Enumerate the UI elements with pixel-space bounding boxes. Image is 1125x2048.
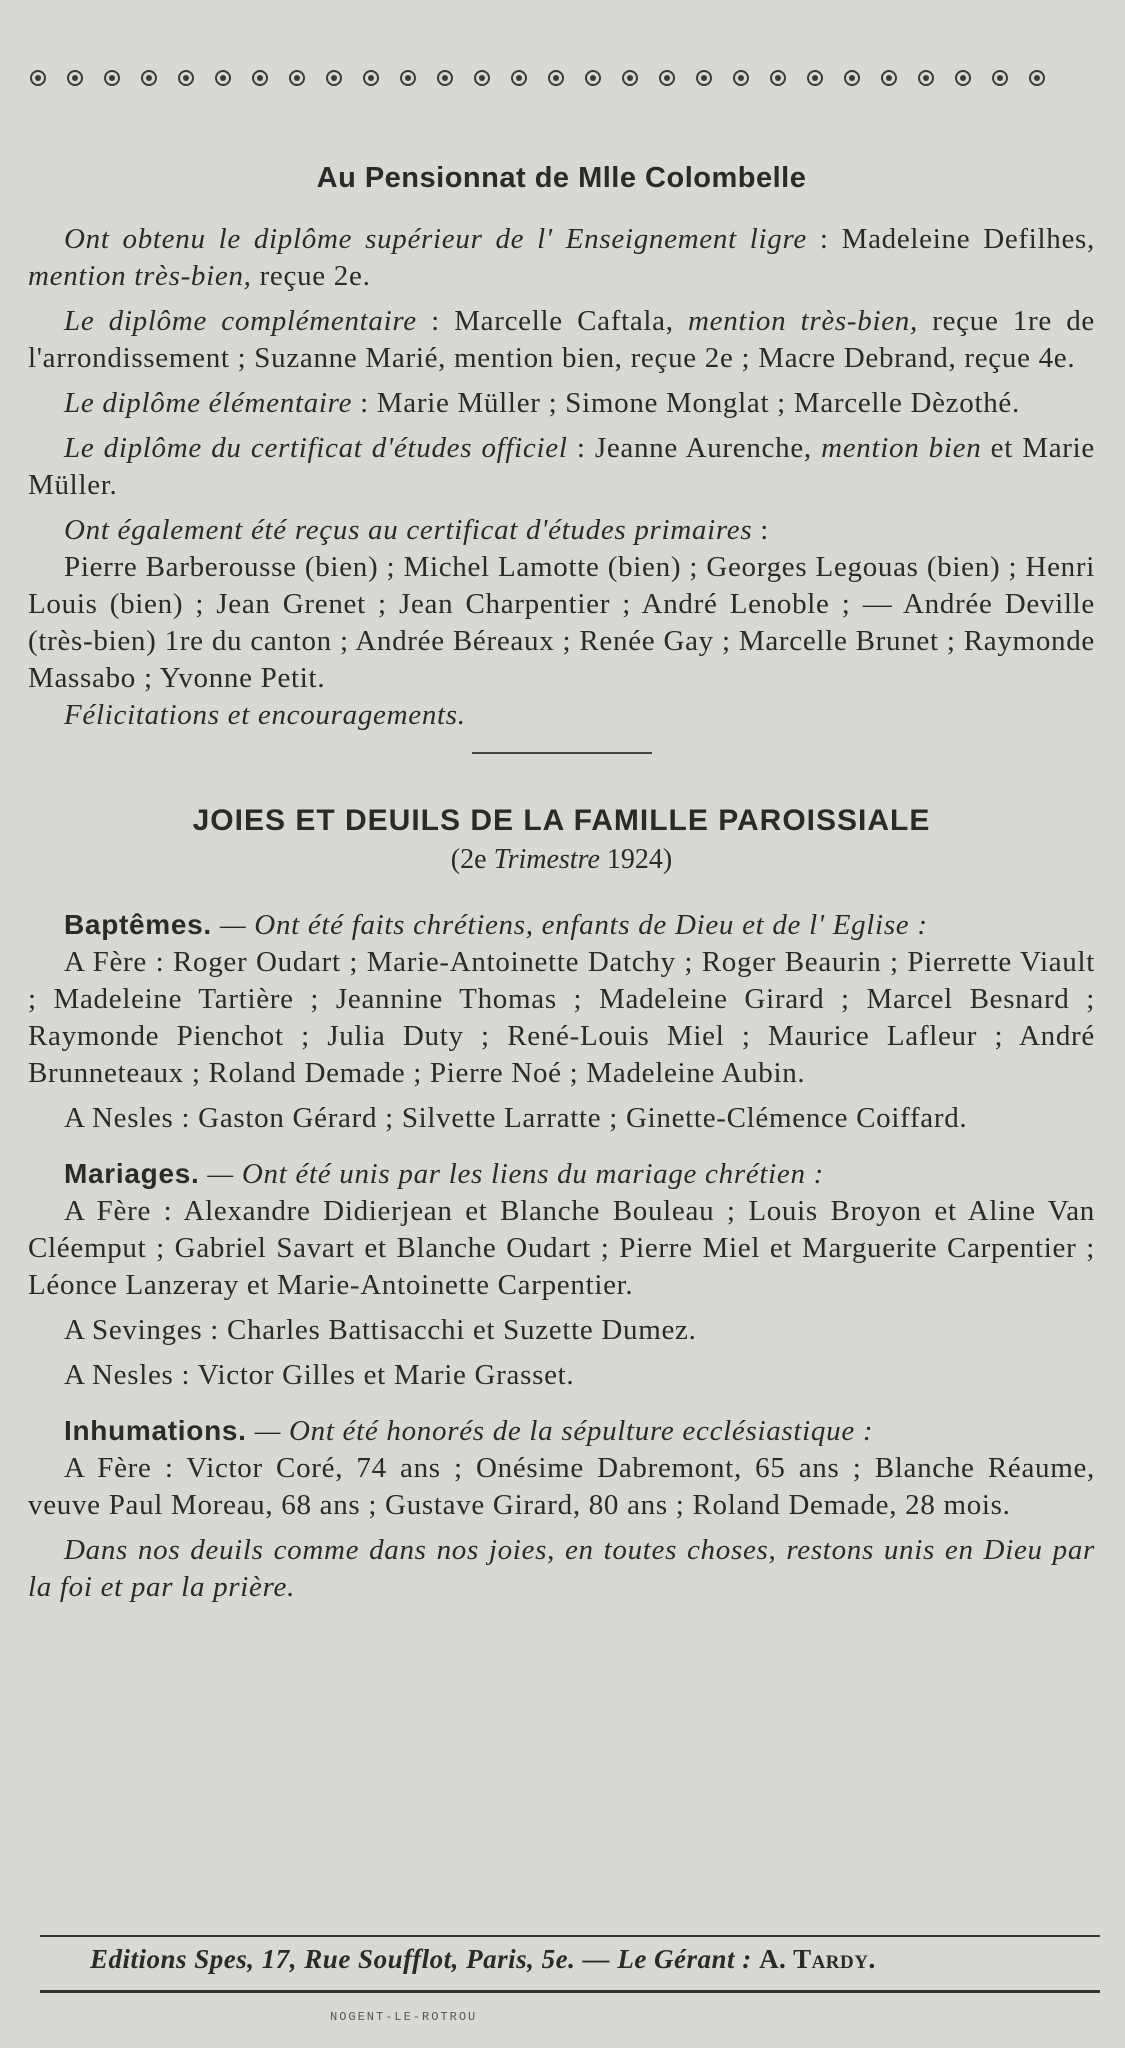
subtitle-part: Trimestre xyxy=(493,844,600,875)
section-title-pensionnat: Au Pensionnat de Mlle Colombelle xyxy=(316,162,807,194)
ornament-circle-icon xyxy=(141,70,172,84)
gerant-name: A. Tardy. xyxy=(759,1944,876,1974)
heading-mariages: Mariages. xyxy=(64,1158,200,1189)
place-label: A Fère xyxy=(64,946,147,978)
names-text: : Victor Coré, 74 ans ; Onésime Dabremont, 65 ans ; Blanche Réaume, veuve Paul Moreau, 68 ans ; Gustave Girard, 80 ans ; Roland Demade, 28 mois. xyxy=(28,1452,1095,1521)
ornament-circle-icon xyxy=(659,70,690,84)
place-label: A Sevinges xyxy=(64,1314,203,1346)
lead-text: Ont également été reçus au certificat d'études primaires xyxy=(64,514,753,546)
ornament-circle-icon xyxy=(955,70,986,84)
footer-rule-bottom xyxy=(40,1990,1100,1993)
inhumations-intro xyxy=(28,1412,1095,1450)
paragraph-diplome-superieur xyxy=(28,221,1095,295)
paragraph-diplome-elementaire xyxy=(28,385,1095,422)
intro-text: — Ont été unis par les liens du mariage chrétien : xyxy=(199,1158,824,1190)
names-text: : Alexandre Didierjean et Blanche Bouleau ; Louis Broyon et Aline Van Cléemput ; Gabriel Savart et Blanche Oudart ; Pierre Miel et Marguerite Carpentier ; Léonce Lanzeray et Marie-Antoinette Carpentier. xyxy=(28,1195,1095,1301)
names-text: : Victor Gilles et Marie Grasset. xyxy=(173,1359,575,1391)
ornament-circle-icon xyxy=(1029,70,1060,84)
body-text: : Marcelle Caftala, xyxy=(416,305,688,337)
heading-inhumations: Inhumations. xyxy=(64,1415,247,1446)
closing-felicitations xyxy=(28,697,1095,734)
block-mariages xyxy=(28,1155,1095,1394)
mention-text: mention très-bien, xyxy=(688,305,918,337)
baptemes-nesles xyxy=(28,1100,1095,1137)
section-title-joies-deuils: JOIES ET DEUILS DE LA FAMILLE PAROISSIALE xyxy=(192,804,931,837)
list-certificat-names: Pierre Barberousse (bien) ; Michel Lamotte (bien) ; Georges Legouas (bien) ; Henri Louis (bien) ; Jean Grenet ; Jean Charpentier ; André Lenoble ; — Andrée Deville (très-bien) 1re du canton ; Andrée Béreaux ; Renée Gay ; Marcelle Brunet ; Raymonde Massabo ; Yvonne Petit. xyxy=(28,551,1095,694)
mariages-sevinges xyxy=(28,1312,1095,1349)
ornament-circle-icon xyxy=(548,70,579,84)
body-text: : Marie Müller ; Simone Monglat ; Marcelle Dèzothé. xyxy=(352,387,1020,419)
ornament-circle-icon xyxy=(178,70,209,84)
baptemes-fere xyxy=(28,944,1095,1092)
mention-text: mention très-bien, xyxy=(28,260,252,292)
ornament-circle-icon xyxy=(400,70,431,84)
footer-imprint: NOGENT-LE-ROTROU xyxy=(330,2010,478,2024)
mariages-fere xyxy=(28,1193,1095,1304)
ornament-circle-icon xyxy=(289,70,320,84)
section-subtitle xyxy=(28,844,1095,876)
body-text: reçue 2e. xyxy=(251,260,371,292)
place-label: A Fère xyxy=(64,1452,152,1484)
body-text: reçue 1re de l'arrondissement ; Suzanne Marié, mention bien, reçue 2e ; Macre Debrand, reçue 4e. xyxy=(28,305,1095,374)
ornament-circle-icon xyxy=(844,70,875,84)
lead-text: Le diplôme du certificat d'études officiel xyxy=(64,432,568,464)
closing-text: Dans nos deuils comme dans nos joies, en toutes choses, restons unis en Dieu par la foi et par la prière. xyxy=(28,1534,1095,1603)
ornament-circle-icon xyxy=(67,70,98,84)
subtitle-part: 1924) xyxy=(599,844,673,875)
intro-text: — Ont été faits chrétiens, enfants de Dieu et de l' Eglise : xyxy=(211,909,928,941)
place-label: A Fère xyxy=(64,1195,152,1227)
ornament-circle-icon xyxy=(326,70,357,84)
ornament-circle-icon xyxy=(511,70,542,84)
ornament-circle-icon xyxy=(622,70,653,84)
divider xyxy=(472,752,652,754)
baptemes-intro xyxy=(28,906,1095,944)
ornament-circle-icon xyxy=(696,70,727,84)
lead-text: Le diplôme élémentaire xyxy=(64,387,353,419)
publisher-text: Editions Spes, 17, Rue Soufflot, Paris, 5e. — Le Gérant : xyxy=(90,1944,760,1974)
body-text: : Jeanne Aurenche, xyxy=(567,432,822,464)
mariages-intro xyxy=(28,1155,1095,1193)
block-inhumations xyxy=(28,1412,1095,1606)
ornament-circle-icon xyxy=(437,70,468,84)
ornament-circle-icon xyxy=(807,70,838,84)
ornament-circle-icon xyxy=(881,70,912,84)
mention-text: mention bien xyxy=(821,432,982,464)
subtitle-part: (2e xyxy=(450,844,494,875)
ornament-circle-icon xyxy=(363,70,394,84)
ornament-circle-icon xyxy=(585,70,616,84)
ornament-circle-icon xyxy=(992,70,1023,84)
ornament-circle-icon xyxy=(474,70,505,84)
closing-text: Félicitations et encouragements. xyxy=(64,699,466,731)
body-text: et Marie Müller. xyxy=(28,432,1095,501)
lead-text: Le diplôme complémentaire xyxy=(64,305,417,337)
footer-publisher xyxy=(90,1944,876,1975)
ornament-circle-icon xyxy=(30,70,61,84)
ornament-circle-icon xyxy=(104,70,135,84)
block-baptemes xyxy=(28,906,1095,1137)
body-text: : Madeleine Defilhes, xyxy=(806,223,1095,255)
ornament-circle-icon xyxy=(252,70,283,84)
ornament-circle-icon xyxy=(733,70,764,84)
ornament-circle-icon xyxy=(770,70,801,84)
heading-baptemes: Baptêmes. xyxy=(64,909,212,940)
names-text: : Charles Battisacchi et Suzette Dumez. xyxy=(202,1314,697,1346)
names-text: : Roger Oudart ; Marie-Antoinette Datchy ; Roger Beaurin ; Pierrette Viault ; Madeleine Tartière ; Jeannine Thomas ; Madeleine Girard ; Marcel Besnard ; Raymonde Pienchot ; Julia Duty ; René-Louis Miel ; Maurice Lafleur ; André Brunneteaux ; Roland Demade ; Pierre Noé ; Madeleine Aubin. xyxy=(28,946,1095,1089)
ornament-circle-icon xyxy=(918,70,949,84)
lead-text: Ont obtenu le diplôme supérieur de l' Enseignement ligre xyxy=(64,223,807,255)
ornament-circle-icon xyxy=(215,70,246,84)
names-text: : Gaston Gérard ; Silvette Larratte ; Ginette-Clémence Coiffard. xyxy=(173,1102,968,1134)
closing-deuils-joies xyxy=(28,1532,1095,1606)
place-label: A Nesles xyxy=(64,1102,174,1134)
inhumations-fere xyxy=(28,1450,1095,1524)
section-pensionnat xyxy=(28,221,1095,754)
ornament-border xyxy=(30,70,1095,84)
paragraph-diplome-complementaire xyxy=(28,303,1095,377)
intro-text: — Ont été honorés de la sépulture ecclésiastique : xyxy=(246,1415,874,1447)
footer-rule-top xyxy=(40,1935,1100,1937)
mariages-nesles xyxy=(28,1357,1095,1394)
paragraph-certificat-primaires xyxy=(28,512,1095,549)
body-text: : xyxy=(752,514,770,546)
place-label: A Nesles xyxy=(64,1359,174,1391)
paragraph-certificat-officiel xyxy=(28,430,1095,504)
